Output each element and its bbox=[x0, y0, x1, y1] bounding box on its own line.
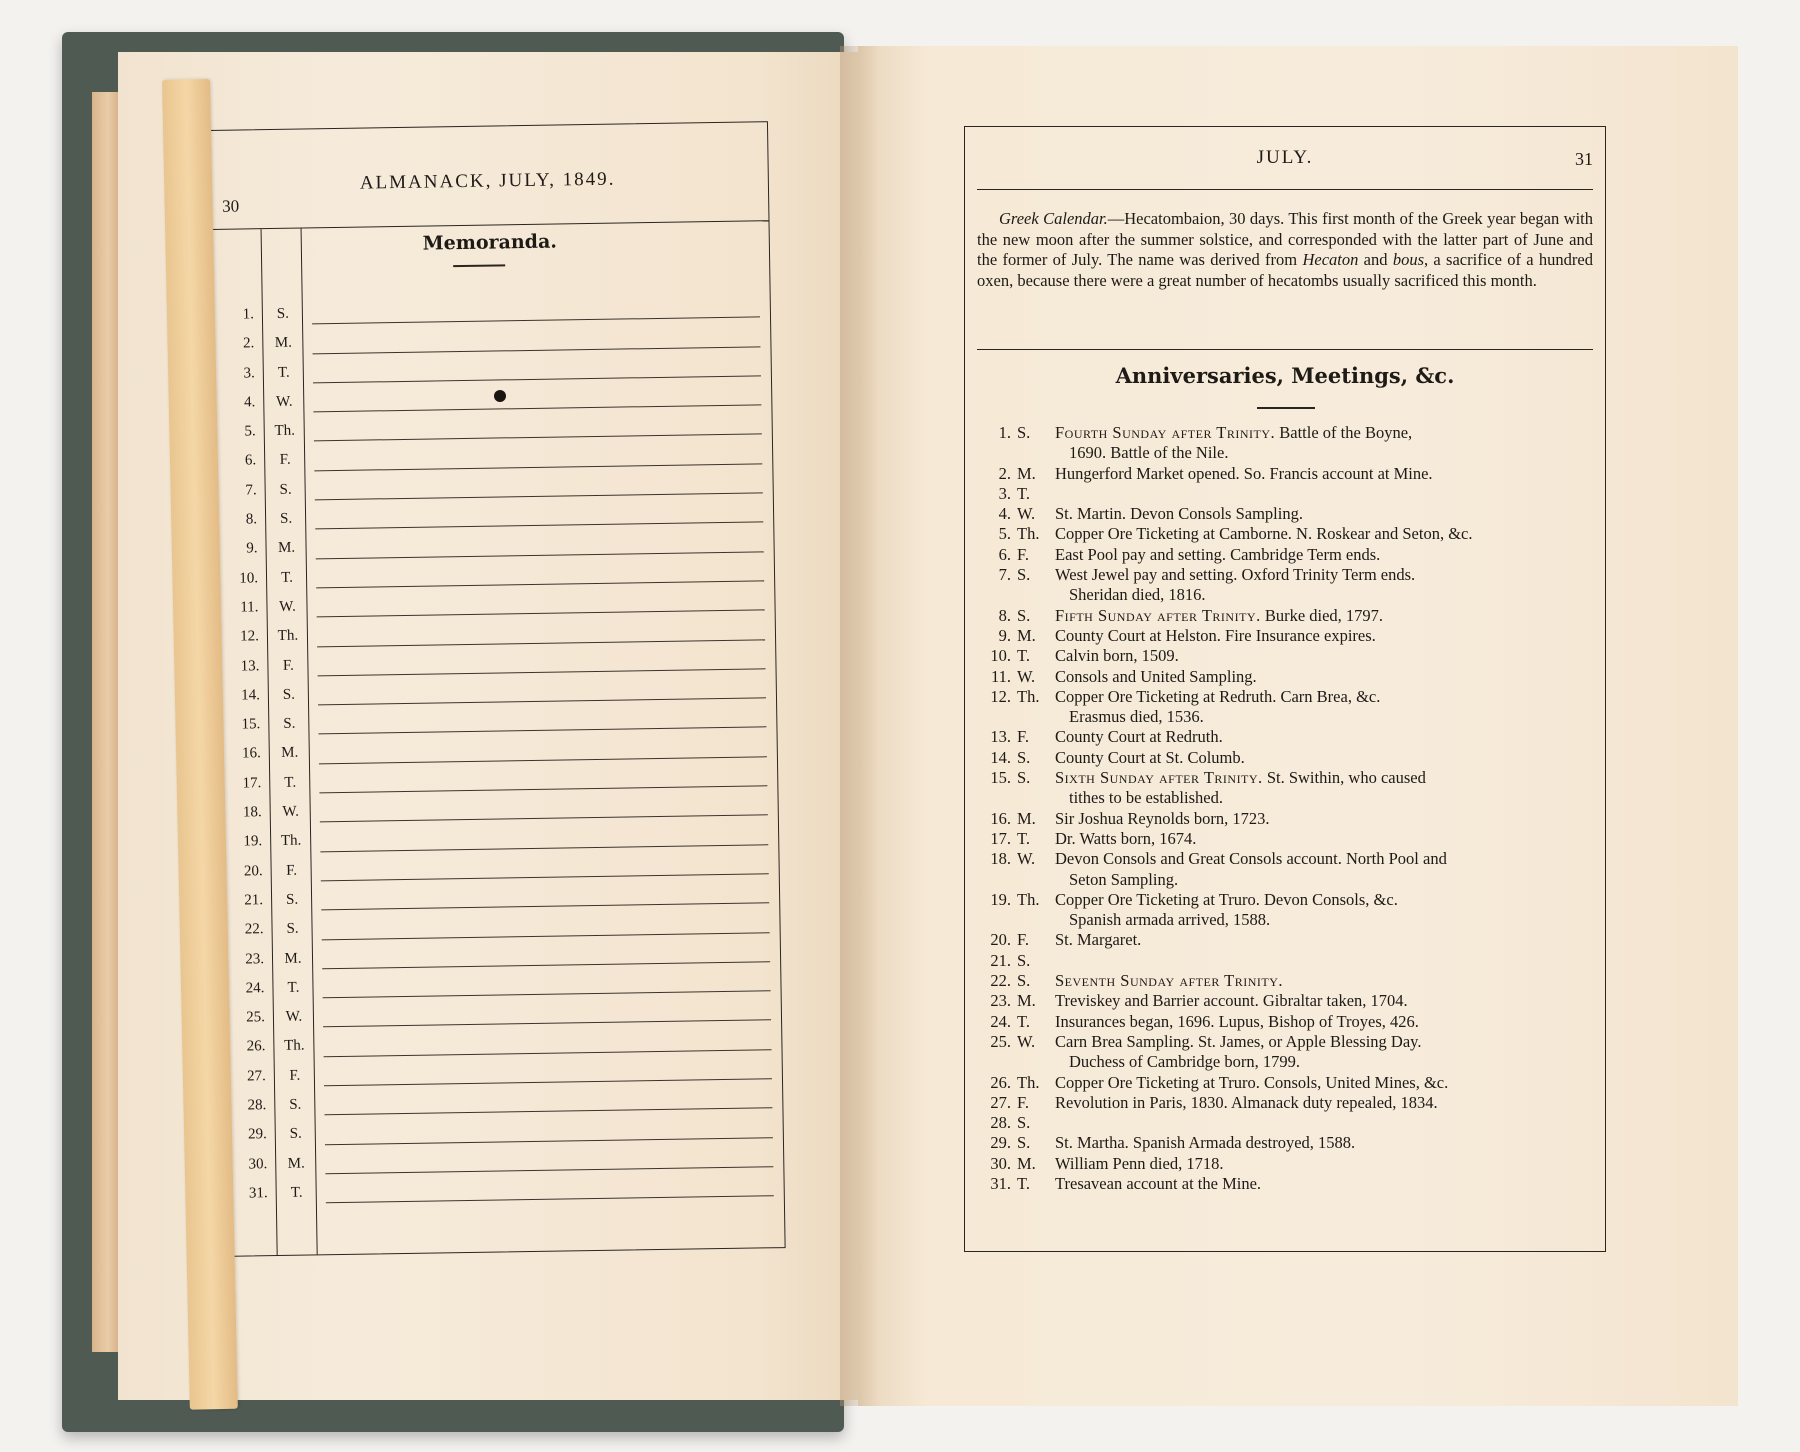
weekday: T. bbox=[1017, 828, 1030, 848]
anniversary-text bbox=[1055, 727, 1593, 747]
weekday: Th. bbox=[1017, 524, 1040, 544]
anniversary-item bbox=[977, 748, 1593, 768]
event-text: Copper Ore Ticketing at Truro. Devon Consols, &c. bbox=[1055, 889, 1398, 909]
header-rule bbox=[977, 189, 1593, 190]
day-number: 5. bbox=[244, 423, 256, 440]
weekday: S. bbox=[276, 305, 290, 322]
sunday-title: Fourth Sunday after Trinity. bbox=[1055, 423, 1276, 442]
weekday: M. bbox=[1017, 463, 1036, 483]
weekday: S. bbox=[289, 1096, 302, 1113]
day-number: 30. bbox=[248, 1155, 268, 1173]
anniversary-text bbox=[1055, 748, 1593, 768]
weekday: T. bbox=[1017, 1011, 1030, 1031]
section-rule bbox=[977, 349, 1593, 350]
left-page-title: ALMANACK, JULY, 1849. bbox=[359, 168, 616, 194]
day-number: 15. bbox=[990, 768, 1011, 788]
day-number: 4. bbox=[998, 504, 1011, 524]
event-text: County Court at St. Columb. bbox=[1055, 747, 1245, 767]
event-continuation: Erasmus died, 1536. bbox=[1069, 707, 1204, 727]
anniversary-item bbox=[977, 545, 1593, 565]
anniversary-text bbox=[1055, 768, 1593, 809]
anniversary-item bbox=[977, 951, 1593, 971]
day-number: 15. bbox=[241, 716, 261, 733]
event-continuation: Sheridan died, 1816. bbox=[1069, 585, 1206, 605]
weekday: S. bbox=[286, 920, 299, 938]
anniversary-item bbox=[977, 423, 1593, 464]
event-text: Dr. Watts born, 1674. bbox=[1055, 828, 1197, 848]
day-number: 12. bbox=[240, 628, 260, 645]
anniversary-text bbox=[1055, 1174, 1593, 1194]
day-number: 16. bbox=[241, 745, 261, 762]
event-text: Insurances began, 1696. Lupus, Bishop of Troyes, 426. bbox=[1055, 1011, 1419, 1031]
weekday: S. bbox=[283, 715, 296, 733]
anniversary-item bbox=[977, 829, 1593, 849]
event-text: East Pool pay and setting. Cambridge Term ends. bbox=[1055, 544, 1381, 564]
day-number: 3. bbox=[243, 364, 255, 382]
day-number: 21. bbox=[244, 892, 264, 909]
event-continuation: tithes to be established. bbox=[1069, 788, 1223, 808]
anniversary-item bbox=[977, 667, 1593, 687]
event-continuation: 1690. Battle of the Nile. bbox=[1069, 443, 1229, 463]
weekday: F. bbox=[282, 657, 294, 674]
anniversary-text bbox=[1055, 524, 1593, 544]
anniversary-item bbox=[977, 768, 1593, 809]
weekday: S. bbox=[279, 481, 292, 498]
day-number: 31. bbox=[990, 1173, 1011, 1193]
weekday: M. bbox=[1017, 991, 1036, 1011]
anniversary-item bbox=[977, 606, 1593, 626]
weekday: W. bbox=[1017, 849, 1036, 869]
weekday: S. bbox=[1017, 971, 1031, 991]
weekday: S. bbox=[1017, 1113, 1031, 1133]
event-text: Copper Ore Ticketing at Truro. Consols, United Mines, &c. bbox=[1055, 1072, 1449, 1092]
anniversary-text bbox=[1055, 484, 1593, 504]
weekday: F. bbox=[1017, 544, 1029, 564]
weekday: T. bbox=[281, 569, 294, 586]
anniversaries-frame bbox=[964, 126, 1606, 1252]
weekday: S. bbox=[289, 1125, 302, 1143]
day-number: 23. bbox=[245, 950, 265, 968]
weekday: M. bbox=[1017, 808, 1036, 828]
weekday: F. bbox=[1017, 930, 1029, 950]
anniversaries-subtitle: Anniversaries, Meetings, &c. bbox=[1115, 363, 1455, 388]
anniversary-item bbox=[977, 484, 1593, 504]
day-number: 7. bbox=[998, 565, 1011, 585]
anniversary-text bbox=[1055, 930, 1593, 950]
weekday: W. bbox=[1017, 1031, 1036, 1051]
sunday-title: Fifth Sunday after Trinity. bbox=[1055, 605, 1261, 625]
weekday: T. bbox=[290, 1184, 303, 1201]
event-text: St. Margaret. bbox=[1055, 930, 1142, 950]
anniversary-text bbox=[1055, 1093, 1593, 1113]
day-number: 17. bbox=[242, 774, 262, 792]
day-number: 22. bbox=[990, 971, 1011, 991]
anniversary-text bbox=[1055, 1133, 1593, 1153]
anniversary-item bbox=[977, 727, 1593, 747]
memoranda-short-rule bbox=[453, 264, 505, 267]
weekday: F. bbox=[289, 1067, 301, 1084]
event-text: Revolution in Paris, 1830. Almanack duty repealed, 1834. bbox=[1055, 1092, 1438, 1112]
weekday: S. bbox=[1017, 950, 1031, 970]
day-number: 29. bbox=[990, 1133, 1011, 1153]
memoranda-header bbox=[209, 122, 769, 231]
anniversary-text bbox=[1055, 1032, 1593, 1073]
weekday: W. bbox=[282, 803, 300, 820]
greek-text: and bbox=[1358, 250, 1393, 269]
greek-calendar-paragraph bbox=[977, 209, 1593, 291]
memo-line bbox=[326, 1195, 774, 1203]
day-number: 12. bbox=[990, 686, 1011, 706]
weekday: M. bbox=[281, 745, 299, 762]
anniversaries-list bbox=[977, 423, 1593, 1194]
event-text: Copper Ore Ticketing at Redruth. Carn Brea, &c. bbox=[1055, 686, 1381, 706]
day-number: 13. bbox=[990, 727, 1011, 747]
weekday: T. bbox=[1017, 483, 1030, 503]
anniversary-text bbox=[1055, 1073, 1593, 1093]
day-number: 19. bbox=[243, 833, 263, 850]
event-text: County Court at Helston. Fire Insurance expires. bbox=[1055, 625, 1376, 645]
anniversary-text bbox=[1055, 890, 1593, 931]
anniversary-text bbox=[1055, 464, 1593, 484]
event-text: St. Martha. Spanish Armada destroyed, 1588. bbox=[1055, 1133, 1356, 1153]
day-number: 5. bbox=[998, 524, 1011, 544]
right-page-number: 31 bbox=[1575, 149, 1593, 169]
day-number: 25. bbox=[990, 1031, 1011, 1051]
day-number: 13. bbox=[240, 657, 260, 675]
weekday: S. bbox=[1017, 768, 1031, 788]
weekday: W. bbox=[275, 393, 293, 410]
event-text: Calvin born, 1509. bbox=[1055, 646, 1179, 666]
day-number: 11. bbox=[240, 599, 259, 616]
anniversary-item bbox=[977, 626, 1593, 646]
ink-spot bbox=[494, 390, 506, 402]
day-number: 1. bbox=[998, 423, 1011, 442]
anniversary-text bbox=[1055, 1012, 1593, 1032]
anniversary-text bbox=[1055, 606, 1593, 626]
weekday: T. bbox=[277, 364, 290, 381]
anniversary-item bbox=[977, 1012, 1593, 1032]
weekday: W. bbox=[1017, 666, 1036, 686]
weekday: F. bbox=[279, 452, 291, 469]
weekday: T. bbox=[284, 774, 297, 791]
memoranda-rows bbox=[212, 292, 784, 1209]
weekday: M. bbox=[1017, 1153, 1036, 1173]
event-text: Battle of the Boyne, bbox=[1275, 423, 1413, 442]
event-text: Sir Joshua Reynolds born, 1723. bbox=[1055, 808, 1270, 828]
day-number: 8. bbox=[245, 511, 258, 528]
anniversary-item bbox=[977, 971, 1593, 991]
anniversary-text bbox=[1055, 951, 1593, 971]
weekday: S. bbox=[1017, 1133, 1031, 1153]
anniversary-text bbox=[1055, 829, 1593, 849]
event-text: William Penn died, 1718. bbox=[1055, 1153, 1224, 1173]
day-number: 8. bbox=[998, 605, 1011, 625]
weekday: W. bbox=[285, 1008, 303, 1026]
anniversary-item bbox=[977, 504, 1593, 524]
weekday: W. bbox=[279, 598, 296, 615]
day-number: 20. bbox=[990, 930, 1011, 950]
anniversary-item bbox=[977, 1154, 1593, 1174]
weekday: M. bbox=[274, 335, 293, 352]
day-number: 1. bbox=[242, 306, 255, 323]
event-text: Copper Ore Ticketing at Camborne. N. Roskear and Seton, &c. bbox=[1055, 524, 1473, 544]
anniversary-text bbox=[1055, 545, 1593, 565]
event-continuation: Spanish armada arrived, 1588. bbox=[1069, 910, 1271, 930]
anniversary-text bbox=[1055, 565, 1593, 606]
event-text: St. Swithin, who caused bbox=[1262, 768, 1426, 788]
event-continuation: Seton Sampling. bbox=[1069, 869, 1179, 889]
weekday: S. bbox=[1017, 747, 1031, 767]
anniversary-item bbox=[977, 849, 1593, 890]
day-number: 6. bbox=[998, 544, 1011, 564]
event-text: County Court at Redruth. bbox=[1055, 727, 1223, 747]
weekday: F. bbox=[1017, 727, 1029, 747]
day-number: 9. bbox=[998, 625, 1011, 645]
day-number: 25. bbox=[246, 1009, 266, 1026]
memoranda-subtitle: Memoranda. bbox=[422, 230, 558, 255]
weekday: M. bbox=[277, 540, 296, 557]
anniversary-item bbox=[977, 991, 1593, 1011]
event-text: Carn Brea Sampling. St. James, or Apple Blessing Day. bbox=[1055, 1031, 1422, 1051]
weekday: Th. bbox=[277, 627, 299, 645]
day-number: 11. bbox=[990, 666, 1011, 686]
weekday: Th. bbox=[1017, 1072, 1040, 1092]
weekday: T. bbox=[1017, 1173, 1030, 1193]
anniversary-item bbox=[977, 524, 1593, 544]
weekday: Th. bbox=[280, 832, 302, 850]
day-number: 2. bbox=[998, 463, 1011, 483]
anniversary-text bbox=[1055, 423, 1593, 464]
weekday: Th. bbox=[284, 1038, 305, 1055]
weekday: F. bbox=[286, 862, 298, 879]
greek-text: , a sacrifice of a hundred oxen, because there were a great number of hecatombs usually sacrificed this month. bbox=[977, 250, 1593, 290]
anniversary-item bbox=[977, 1073, 1593, 1093]
weekday: S. bbox=[279, 510, 293, 527]
event-text: Burke died, 1797. bbox=[1260, 605, 1384, 625]
event-text: Devon Consols and Great Consols account. North Pool and bbox=[1055, 849, 1447, 869]
day-number: 28. bbox=[247, 1097, 267, 1114]
day-number: 30. bbox=[990, 1153, 1011, 1173]
anniversary-item bbox=[977, 464, 1593, 484]
anniversaries-short-rule bbox=[1257, 407, 1315, 409]
weekday: M. bbox=[284, 950, 302, 967]
anniversary-text bbox=[1055, 626, 1593, 646]
day-number: 28. bbox=[990, 1113, 1011, 1133]
weekday: Th. bbox=[274, 422, 296, 440]
sunday-title: Seventh Sunday after Trinity. bbox=[1055, 971, 1284, 991]
memoranda-frame bbox=[208, 121, 786, 1257]
weekday: F. bbox=[1017, 1092, 1029, 1112]
weekday: W. bbox=[1017, 504, 1036, 524]
day-number: 9. bbox=[246, 540, 258, 557]
day-number: 24. bbox=[245, 980, 265, 997]
anniversary-item bbox=[977, 930, 1593, 950]
anniversary-text bbox=[1055, 1113, 1593, 1133]
day-number: 20. bbox=[243, 862, 263, 880]
weekday: M. bbox=[1017, 625, 1036, 645]
anniversary-text bbox=[1055, 971, 1593, 991]
day-number: 6. bbox=[244, 452, 257, 469]
left-page-number: 30 bbox=[222, 196, 240, 216]
day-number: 14. bbox=[990, 747, 1011, 767]
anniversary-text bbox=[1055, 849, 1593, 890]
day-number: 27. bbox=[246, 1067, 266, 1085]
weekday: T. bbox=[287, 979, 300, 996]
weekday: S. bbox=[1017, 605, 1031, 625]
day-number: 10. bbox=[239, 569, 259, 587]
weekday: Th. bbox=[1017, 889, 1040, 909]
event-text: Treviskey and Barrier account. Gibraltar taken, 1704. bbox=[1055, 991, 1408, 1011]
weekday: S. bbox=[1017, 423, 1031, 442]
day-number: 16. bbox=[990, 808, 1011, 828]
sunday-title: Sixth Sunday after Trinity. bbox=[1055, 768, 1263, 788]
greek-calendar-label: Greek Calendar. bbox=[999, 209, 1108, 228]
weekday: S. bbox=[282, 686, 296, 703]
event-text: West Jewel pay and setting. Oxford Trinity Term ends. bbox=[1055, 565, 1416, 585]
day-number: 22. bbox=[244, 921, 264, 938]
book-gutter bbox=[840, 46, 880, 1406]
weekday: S. bbox=[285, 891, 299, 908]
day-number: 24. bbox=[990, 1011, 1011, 1031]
greek-word: Hecaton bbox=[1302, 250, 1359, 269]
anniversary-item bbox=[977, 1032, 1593, 1073]
right-page-month: JULY. bbox=[1256, 147, 1314, 168]
event-text: Consols and United Sampling. bbox=[1055, 666, 1257, 686]
anniversary-item bbox=[977, 890, 1593, 931]
event-continuation: Duchess of Cambridge born, 1799. bbox=[1069, 1052, 1300, 1072]
anniversary-text bbox=[1055, 504, 1593, 524]
anniversary-item bbox=[977, 1133, 1593, 1153]
day-number: 10. bbox=[990, 646, 1011, 666]
weekday: S. bbox=[1017, 565, 1031, 585]
day-number: 2. bbox=[242, 335, 255, 352]
anniversary-item bbox=[977, 1113, 1593, 1133]
anniversary-item bbox=[977, 646, 1593, 666]
anniversary-item bbox=[977, 1093, 1593, 1113]
anniversary-text bbox=[1055, 809, 1593, 829]
day-number: 14. bbox=[241, 687, 261, 704]
day-number: 26. bbox=[246, 1038, 266, 1055]
day-number: 17. bbox=[990, 828, 1011, 848]
weekday: M. bbox=[287, 1155, 305, 1172]
anniversary-text bbox=[1055, 991, 1593, 1011]
anniversary-item bbox=[977, 809, 1593, 829]
day-number: 31. bbox=[248, 1185, 268, 1202]
day-number: 26. bbox=[990, 1072, 1011, 1092]
day-number: 27. bbox=[990, 1092, 1011, 1112]
day-number: 19. bbox=[990, 889, 1011, 909]
event-text: St. Martin. Devon Consols Sampling. bbox=[1055, 504, 1303, 524]
event-text: Hungerford Market opened. So. Francis account at Mine. bbox=[1055, 463, 1433, 483]
day-number: 21. bbox=[990, 950, 1011, 970]
weekday: Th. bbox=[1017, 686, 1040, 706]
day-number: 18. bbox=[242, 804, 262, 821]
day-number: 23. bbox=[990, 991, 1011, 1011]
anniversary-item bbox=[977, 565, 1593, 606]
anniversary-text bbox=[1055, 1154, 1593, 1174]
anniversary-text bbox=[1055, 646, 1593, 666]
day-number: 3. bbox=[998, 483, 1011, 503]
event-text: Tresavean account at the Mine. bbox=[1055, 1173, 1262, 1193]
day-number: 18. bbox=[990, 849, 1011, 869]
anniversary-text bbox=[1055, 687, 1593, 728]
anniversary-item bbox=[977, 687, 1593, 728]
day-number: 4. bbox=[243, 394, 256, 411]
greek-word: bous bbox=[1392, 250, 1424, 269]
anniversary-text bbox=[1055, 667, 1593, 687]
day-number: 7. bbox=[245, 482, 257, 499]
weekday: T. bbox=[1017, 646, 1030, 666]
greek-text: —Hecatombaion, 30 days. This first month of the Greek year began with the new moon after the summer solstice, and corresponded with the latter part of June and the former of July. The name was derived from bbox=[977, 209, 1593, 269]
day-number: 29. bbox=[247, 1126, 267, 1143]
anniversary-item bbox=[977, 1174, 1593, 1194]
